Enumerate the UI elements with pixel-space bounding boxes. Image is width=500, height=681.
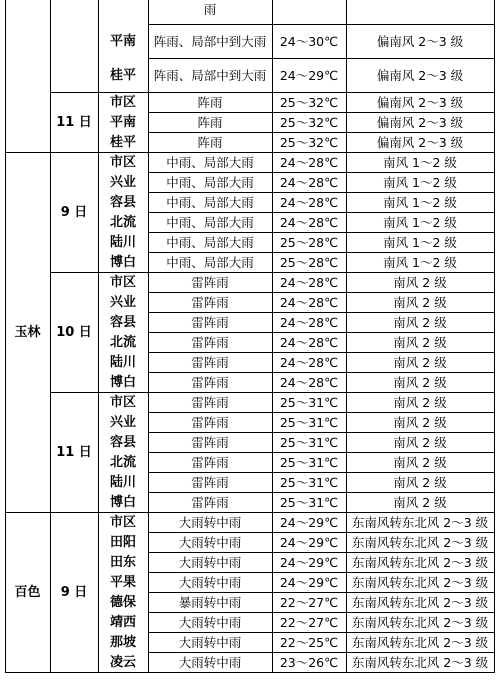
- wind-cell: 南风 1～2 级: [383, 214, 457, 230]
- wind-cell: 东南风转东北风 2～3 级: [351, 534, 489, 550]
- temperature-cell: 25～31℃: [279, 494, 339, 510]
- city-cell: 玉林: [14, 324, 41, 340]
- temperature-cell: 24～28℃: [279, 294, 339, 310]
- weather-cell: 阵雨、局部中到大雨: [153, 33, 267, 49]
- weather-cell: 大雨转中雨: [178, 634, 242, 650]
- wind-cell: 南风 2 级: [393, 474, 447, 490]
- wind-cell: 东南风转东北风 2～3 级: [351, 514, 489, 530]
- temperature-cell: 25～28℃: [279, 234, 339, 250]
- county-cell: 平南: [109, 33, 136, 49]
- wind-cell: 偏南风 2～3 级: [376, 33, 464, 49]
- county-cell: 陆川: [109, 474, 136, 490]
- county-cell: 博白: [109, 254, 136, 270]
- temperature-cell: 22～27℃: [279, 614, 339, 630]
- wind-cell: 东南风转东北风 2～3 级: [351, 574, 489, 590]
- weather-cell: 阵雨: [197, 114, 223, 130]
- weather-cell: 中雨、局部大雨: [166, 234, 254, 250]
- county-cell: 容县: [109, 194, 136, 210]
- city-cell: 百色: [14, 584, 41, 600]
- temperature-cell: 22～27℃: [279, 594, 339, 610]
- temperature-cell: 24～28℃: [279, 214, 339, 230]
- temperature-cell: 23～26℃: [279, 654, 339, 670]
- day-cell: 9 日: [60, 584, 88, 600]
- county-cell: 陆川: [109, 234, 136, 250]
- wind-cell: 南风 2 级: [393, 314, 447, 330]
- weather-cell: 雷阵雨: [191, 414, 229, 430]
- county-cell: 市区: [109, 94, 136, 110]
- county-cell: 兴业: [109, 414, 136, 430]
- county-cell: 桂平: [109, 67, 136, 83]
- temperature-cell: 25～31℃: [279, 474, 339, 490]
- temperature-cell: 24～28℃: [279, 354, 339, 370]
- temperature-cell: 24～28℃: [279, 154, 339, 170]
- weather-cell: 中雨、局部大雨: [166, 174, 254, 190]
- wind-cell: 东南风转东北风 2～3 级: [351, 654, 489, 670]
- weather-cell: 中雨、局部大雨: [166, 254, 254, 270]
- wind-cell: 南风 2 级: [393, 414, 447, 430]
- wind-cell: 南风 2 级: [393, 334, 447, 350]
- county-cell: 那坡: [109, 634, 136, 650]
- temperature-cell: 24～28℃: [279, 374, 339, 390]
- county-cell: 兴业: [109, 174, 136, 190]
- county-cell: 容县: [109, 434, 136, 450]
- temperature-cell: 24～28℃: [279, 314, 339, 330]
- wind-cell: 南风 2 级: [393, 354, 447, 370]
- weather-cell: 大雨转中雨: [178, 654, 242, 670]
- temperature-cell: 24～28℃: [279, 334, 339, 350]
- weather-cell: 大雨转中雨: [178, 614, 242, 630]
- wind-cell: 偏南风 2～3 级: [376, 134, 464, 150]
- county-cell: 北流: [109, 454, 136, 470]
- wind-cell: 南风 2 级: [393, 394, 447, 410]
- weather-cell: 大雨转中雨: [178, 534, 242, 550]
- weather-cell: 中雨、局部大雨: [166, 154, 254, 170]
- wind-cell: 南风 1～2 级: [383, 234, 457, 250]
- weather-cell: 雷阵雨: [191, 354, 229, 370]
- temperature-cell: 25～32℃: [279, 134, 339, 150]
- weather-cell: 雷阵雨: [191, 434, 229, 450]
- weather-cell: 大雨转中雨: [178, 514, 242, 530]
- wind-cell: 南风 2 级: [393, 494, 447, 510]
- weather-cell: 阵雨、局部中到大雨: [153, 67, 267, 83]
- wind-cell: 东南风转东北风 2～3 级: [351, 634, 489, 650]
- temperature-cell: 24～29℃: [279, 574, 339, 590]
- wind-cell: 偏南风 2～3 级: [376, 94, 464, 110]
- wind-cell: 南风 1～2 级: [383, 254, 457, 270]
- weather-cell: 雷阵雨: [191, 334, 229, 350]
- day-cell: 11 日: [56, 114, 92, 130]
- temperature-cell: 25～31℃: [279, 454, 339, 470]
- temperature-cell: 24～29℃: [279, 534, 339, 550]
- temperature-cell: 24～30℃: [279, 33, 339, 49]
- temperature-cell: 24～28℃: [279, 174, 339, 190]
- day-cell: 11 日: [56, 444, 92, 460]
- day-cell: 10 日: [56, 324, 92, 340]
- county-cell: 凌云: [109, 654, 136, 670]
- weather-cell: 雷阵雨: [191, 294, 229, 310]
- temperature-cell: 24～29℃: [279, 514, 339, 530]
- wind-cell: 南风 1～2 级: [383, 194, 457, 210]
- weather-cell: 雷阵雨: [191, 374, 229, 390]
- county-cell: 博白: [109, 494, 136, 510]
- temperature-cell: 25～32℃: [279, 94, 339, 110]
- temperature-cell: 25～31℃: [279, 394, 339, 410]
- wind-cell: 东南风转东北风 2～3 级: [351, 594, 489, 610]
- wind-cell: 南风 1～2 级: [383, 174, 457, 190]
- county-cell: 市区: [109, 154, 136, 170]
- weather-cell: 阵雨: [197, 94, 223, 110]
- county-cell: 桂平: [109, 134, 136, 150]
- county-cell: 市区: [109, 514, 136, 530]
- county-cell: 田东: [109, 554, 136, 570]
- county-cell: 平果: [109, 574, 136, 590]
- wind-cell: 南风 2 级: [393, 374, 447, 390]
- wind-cell: 南风 1～2 级: [383, 154, 457, 170]
- weather-cell: 阵雨: [197, 134, 223, 150]
- temperature-cell: 24～28℃: [279, 274, 339, 290]
- wind-cell: 南风 2 级: [393, 274, 447, 290]
- weather-cell: 中雨、局部大雨: [166, 214, 254, 230]
- wind-cell: 偏南风 2～3 级: [376, 114, 464, 130]
- wind-cell: 偏南风 2～3 级: [376, 67, 464, 83]
- weather-cell: 雷阵雨: [191, 494, 229, 510]
- temperature-cell: 25～31℃: [279, 434, 339, 450]
- weather-cell: 雷阵雨: [191, 474, 229, 490]
- temperature-cell: 24～29℃: [279, 554, 339, 570]
- county-cell: 田阳: [109, 534, 136, 550]
- temperature-cell: 25～31℃: [279, 414, 339, 430]
- weather-cell: 雷阵雨: [191, 314, 229, 330]
- county-cell: 德保: [109, 594, 136, 610]
- temperature-cell: 24～28℃: [279, 194, 339, 210]
- weather-cell: 雨: [203, 2, 217, 17]
- weather-cell: 雷阵雨: [191, 274, 229, 290]
- wind-cell: 东南风转东北风 2～3 级: [351, 614, 489, 630]
- county-cell: 容县: [109, 314, 136, 330]
- temperature-cell: 22～25℃: [279, 634, 339, 650]
- temperature-cell: 25～28℃: [279, 254, 339, 270]
- wind-cell: 南风 2 级: [393, 454, 447, 470]
- weather-cell: 大雨转中雨: [178, 574, 242, 590]
- county-cell: 北流: [109, 214, 136, 230]
- wind-cell: 南风 2 级: [393, 294, 447, 310]
- weather-cell: 暴雨转中雨: [178, 594, 242, 610]
- wind-cell: 南风 2 级: [393, 434, 447, 450]
- county-cell: 平南: [109, 114, 136, 130]
- temperature-cell: 25～32℃: [279, 114, 339, 130]
- county-cell: 兴业: [109, 294, 136, 310]
- weather-cell: 雷阵雨: [191, 394, 229, 410]
- wind-cell: 东南风转东北风 2～3 级: [351, 554, 489, 570]
- temperature-cell: 24～29℃: [279, 67, 339, 83]
- county-cell: 北流: [109, 334, 136, 350]
- county-cell: 陆川: [109, 354, 136, 370]
- grid-horizontal-line: [5, 672, 495, 673]
- weather-cell: 中雨、局部大雨: [166, 194, 254, 210]
- county-cell: 市区: [109, 274, 136, 290]
- weather-cell: 雷阵雨: [191, 454, 229, 470]
- day-cell: 9 日: [60, 204, 88, 220]
- weather-cell: 大雨转中雨: [178, 554, 242, 570]
- county-cell: 靖西: [109, 614, 136, 630]
- county-cell: 市区: [109, 394, 136, 410]
- county-cell: 博白: [109, 374, 136, 390]
